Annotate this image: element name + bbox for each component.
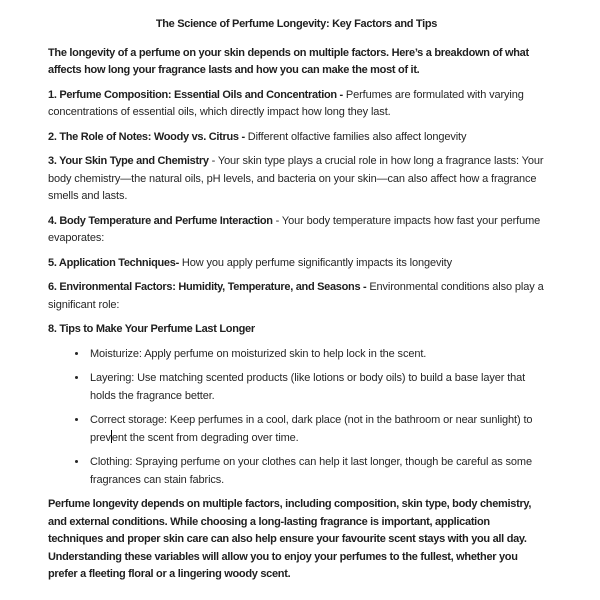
section-heading-2: 2. The Role of Notes: Woody vs. Citrus - — [48, 130, 245, 143]
tip-text-1: Moisturize: Apply perfume on moisturized skin to help lock in the scent. — [90, 347, 427, 360]
document-title[interactable] — [48, 16, 545, 34]
document-title-text: The Science of Perfume Longevity: Key Factors and Tips — [155, 18, 438, 30]
section-heading-1: 1. Perfume Composition: Essential Oils and Concentration - — [48, 88, 343, 101]
section-heading-3: 3. Your Skin Type and Chemistry — [48, 155, 209, 167]
section-body-2: Different olfactive families also affect longevity — [244, 130, 467, 143]
section-heading-5: 5. Application Techniques- — [48, 256, 179, 269]
tip-text-3-before-cursor: Correct storage: Keep perfumes in a cool, dark place (not in the bathroom or near sunlight) to prev — [90, 414, 533, 444]
intro-paragraph[interactable] — [48, 45, 545, 80]
section-body-6: Environmental conditions also play a significant role: — [48, 281, 544, 311]
tip-item-correct-storage[interactable] — [88, 412, 545, 447]
section-body-1: Perfumes are formulated with varying concentrations of essential oils, which directly impact how long they last. — [48, 88, 524, 118]
section-body-5: How you apply perfume significantly impacts its longevity — [178, 256, 452, 269]
section-paragraph-6[interactable] — [48, 279, 545, 314]
intro-text: The longevity of a perfume on your skin depends on multiple factors. Here’s a breakdown of what affects how long your fragrance lasts and how you can make the most of it. — [48, 46, 529, 76]
tips-list — [48, 346, 545, 490]
conclusion-paragraph[interactable] — [48, 496, 545, 584]
section-paragraph-3[interactable] — [48, 153, 545, 206]
tip-item-clothing[interactable] — [88, 454, 545, 489]
tip-item-layering[interactable] — [88, 370, 545, 405]
section-heading-4: 4. Body Temperature and Perfume Interaction — [48, 214, 273, 227]
conclusion-text: Perfume longevity depends on multiple factors, including composition, skin type, body chemistry, and external conditions. While choosing a long-lasting fragrance is important, application techniques and proper skin care can also help ensure your favourite scent stays with you all day. Understanding these variables will allow you to enjoy your perfumes to the fullest, whether you prefer a fleeting floral or a lingering woody scent. — [48, 498, 532, 580]
tip-item-moisturize[interactable] — [88, 346, 545, 364]
tip-text-3-after-cursor: ent the scent from degrading over time. — [111, 431, 299, 444]
tip-text-2: Layering: Use matching scented products (like lotions or body oils) to build a base layer that holds the fragrance better. — [90, 372, 526, 402]
section-paragraph-2[interactable] — [48, 129, 545, 147]
section-paragraph-5[interactable] — [48, 255, 545, 273]
section-body-3: - Your skin type plays a crucial role in how long a fragrance lasts: Your body chemistry—the natural oils, pH levels, and bacteria on your skin—can also affect how a fragrance smells and lasts. — [48, 155, 544, 202]
section-paragraph-4[interactable] — [48, 213, 545, 248]
section-paragraph-1[interactable] — [48, 87, 545, 122]
tip-text-4: Clothing: Spraying perfume on your clothes can help it last longer, though be careful as some fragrances can stain fabrics. — [90, 456, 532, 486]
section-body-4: - Your body temperature impacts how fast your perfume evaporates: — [48, 214, 541, 244]
tips-heading[interactable] — [48, 321, 545, 339]
tips-heading-text: 8. Tips to Make Your Perfume Last Longer — [48, 323, 255, 335]
section-heading-6: 6. Environmental Factors: Humidity, Temperature, and Seasons - — [48, 281, 367, 293]
